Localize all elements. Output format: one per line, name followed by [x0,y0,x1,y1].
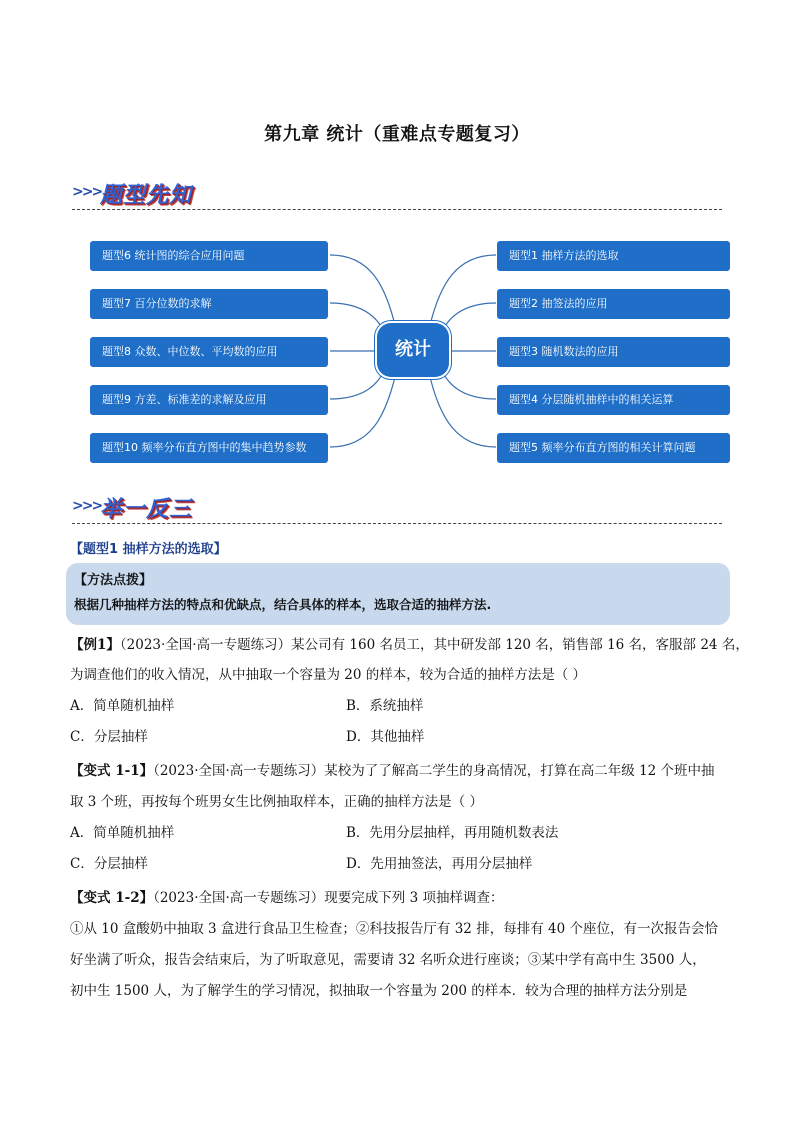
type-heading: 【题型1 抽样方法的选取】 [70,542,227,557]
variant-1-2-line-4: 初中生 1500 人，为了解学生的学习情况，拟抽取一个容量为 200 的样本．较为合理的抽样方法分别是 [70,983,688,999]
mindmap-node-type4: 题型4 分层随机抽样中的相关运算 [497,385,730,415]
connector-left-1 [330,255,395,325]
variant-1-2-line-3: 好坐满了听众，报告会结束后，为了听取意见，需要请 32 名听众进行座谈；③某中学有高中生 3500 人， [70,952,706,968]
variant-1-1-line-2: 取 3 个班，再按每个班男女生比例抽取样本，正确的抽样方法是（ ） [70,794,483,810]
mindmap-node-type8: 题型8 众数、中位数、平均数的应用 [90,337,328,367]
option-a: A．简单随机抽样 [70,825,175,841]
mindmap-node-type9: 题型9 方差、标准差的求解及应用 [90,385,328,415]
dashed-divider [72,523,722,524]
mindmap-center: 统计 [377,323,449,377]
mindmap-node-type10: 题型10 频率分布直方图中的集中趋势参数 [90,433,328,463]
mindmap-node-type6: 题型6 统计图的综合应用问题 [90,241,328,271]
method-text: 根据几种抽样方法的特点和优缺点，结合具体的样本，选取合适的抽样方法. [74,597,492,612]
option-d: D．其他抽样 [346,729,425,745]
variant-1-2-line-2: ①从 10 盒酸奶中抽取 3 盒进行食品卫生检查；②科技报告厅有 32 排，每排有 40 个座位，有一次报告会恰 [70,921,718,937]
triple-chevron-icon: >>> [72,498,102,514]
example-1-line-2: 为调查他们的收入情况，从中抽取一个容量为 20 的样本，较为合适的抽样方法是（ ） [70,667,587,683]
connector-right-2 [441,303,496,335]
section-label: 举一反三 [100,497,193,522]
mindmap-node-type2: 题型2 抽签法的应用 [497,289,730,319]
mindmap-node-type7: 题型7 百分位数的求解 [90,289,328,319]
variant-tag: 【变式 1-1】 [70,763,154,779]
connector-right-5 [430,377,496,447]
connector-left-2 [330,303,385,335]
example-tag: 【例1】 [70,637,120,653]
section-header-practice [72,492,722,526]
option-a: A．简单随机抽样 [70,698,175,714]
option-b: B．系统抽样 [346,698,424,714]
variant-1-1-line-1 [70,762,730,780]
connector-right-1 [430,255,496,325]
variant-text: （2023·全国·高一专题练习）现要完成下列 3 项抽样调查： [153,890,504,906]
example-1-line-1 [70,636,749,654]
example-text: （2023·全国·高一专题练习）某公司有 160 名员工，其中研发部 120 名，销售部 16 名，客服部 24 名， [119,637,749,653]
mindmap-node-type3: 题型3 随机数法的应用 [497,337,730,367]
variant-1-2-line-1 [70,889,730,907]
method-heading: 【方法点拨】 [74,573,153,588]
method-tip-box [66,563,730,625]
option-d: D．先用抽签法，再用分层抽样 [346,856,533,872]
connector-right-4 [441,367,496,399]
triple-chevron-icon: >>> [72,184,102,200]
variant-tag: 【变式 1-2】 [70,890,154,906]
variant-text: （2023·全国·高一专题练习）某校为了了解高二学生的身高情况，打算在高二年级 12 个班中抽 [153,763,715,779]
dashed-divider [72,209,722,210]
option-c: C．分层抽样 [70,729,148,745]
section-header-types [72,178,722,212]
mindmap-node-type1: 题型1 抽样方法的选取 [497,241,730,271]
option-c: C．分层抽样 [70,856,148,872]
page-title: 第九章 统计（重难点专题复习） [264,124,530,145]
connector-left-5 [330,377,395,447]
section-label: 题型先知 [100,183,193,208]
mindmap-node-type5: 题型5 频率分布直方图的相关计算问题 [497,433,730,463]
option-b: B．先用分层抽样，再用随机数表法 [346,825,559,841]
connector-left-4 [330,367,385,399]
